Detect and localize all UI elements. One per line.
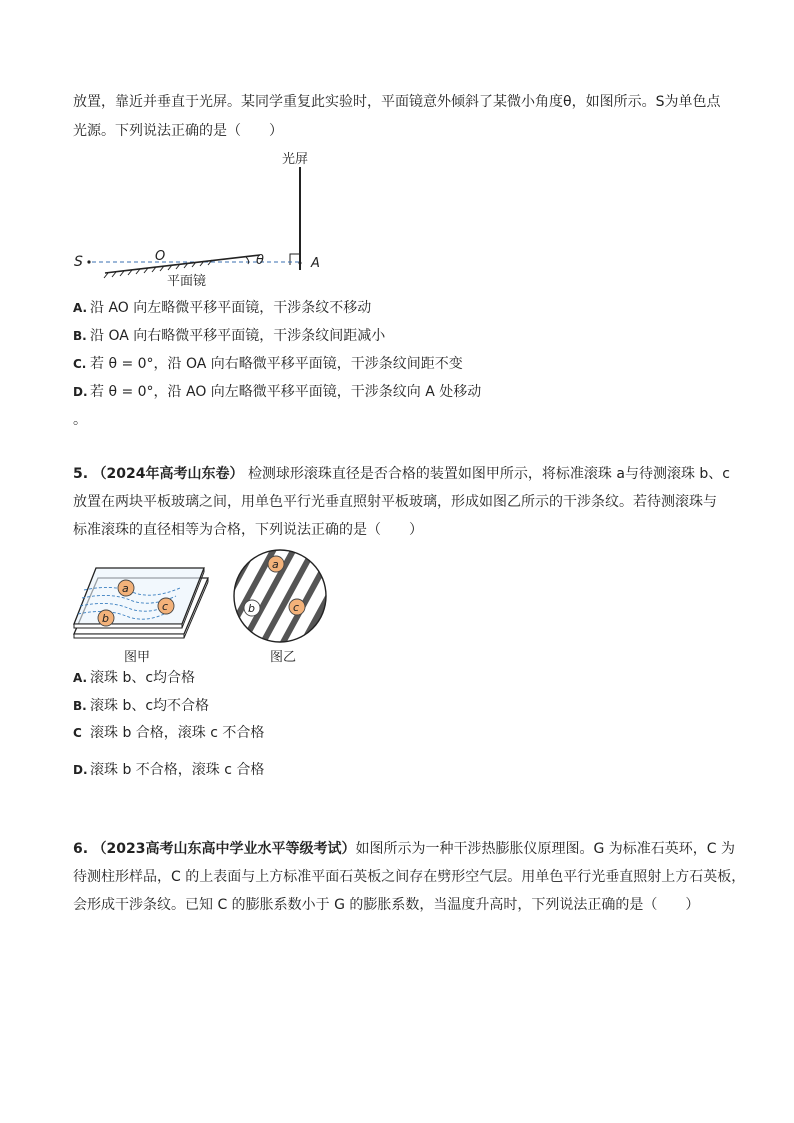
q4-stem-line-2: 光源。下列说法正确的是（ ） — [73, 123, 283, 139]
q5-option-b[interactable] — [73, 696, 209, 716]
q4-option-c[interactable] — [73, 354, 463, 374]
point-a-dot — [299, 262, 302, 265]
option-text: 滚珠 b、c均不合格 — [90, 698, 210, 714]
option-text: 沿 OA 向右略微平移平面镜，干涉条纹间距减小 — [90, 328, 386, 344]
source-dot — [87, 260, 90, 263]
source-label: S — [74, 254, 83, 270]
option-letter: C. — [73, 357, 87, 371]
q6-stem-line-1 — [73, 839, 735, 859]
interference-stripes — [230, 548, 340, 648]
ball-c-label: c — [293, 601, 300, 614]
q5-option-d[interactable] — [73, 760, 264, 780]
q5-stem-line-3: 标准滚珠的直径相等为合格，下列说法正确的是（ ） — [73, 522, 423, 538]
q5-source: （2024年高考山东卷） — [92, 466, 244, 482]
angle-label: θ — [256, 253, 264, 268]
tilted-mirror — [105, 255, 260, 273]
q6-number: 6. — [73, 841, 89, 857]
figure-yi-caption: 图乙 — [270, 650, 297, 665]
q6-stem-line-2: 待测柱形样品，C 的上表面与上方标准平面石英板之间存在劈形空气层。用单色平行光垂直照射上方石英板， — [73, 869, 746, 885]
option-letter: B. — [73, 699, 87, 713]
option-text: 沿 AO 向左略微平移平面镜，干涉条纹不移动 — [90, 300, 372, 316]
ball-b-label: b — [248, 602, 255, 615]
option-letter: C — [73, 726, 82, 740]
figure-yi — [230, 548, 340, 666]
option-letter: A. — [73, 671, 88, 685]
option-text: 滚珠 b、c均合格 — [90, 670, 196, 686]
q5-stem-line-2: 放置在两块平板玻璃之间，用单色平行光垂直照射平板玻璃，形成如图乙所示的干涉条纹。若待测滚珠与 — [73, 494, 717, 510]
option-letter: D. — [73, 763, 88, 777]
q6-stem-line-3: 会形成干涉条纹。已知 C 的膨胀系数小于 G 的膨胀系数，当温度升高时，下列说法正确的是（ ） — [73, 897, 700, 913]
figure-jia-caption: 图甲 — [124, 650, 151, 665]
q5-option-a[interactable] — [73, 668, 195, 688]
option-text: 若 θ = 0°，沿 AO 向左略微平移平面镜，干涉条纹向 A 处移动 — [90, 384, 482, 400]
q5-option-c[interactable] — [73, 723, 264, 743]
angle-arc — [246, 257, 249, 264]
option-text: 若 θ = 0°，沿 OA 向右略微平移平面镜，干涉条纹间距不变 — [90, 356, 463, 372]
q5-stem-text: 检测球形滚珠直径是否合格的装置如图甲所示，将标准滚珠 a与待测滚珠 b、c — [247, 466, 730, 482]
q6-source: （2023高考山东高中学业水平等级考试） — [92, 841, 356, 857]
option-letter: A. — [73, 301, 88, 315]
screen-label: 光屏 — [282, 152, 309, 167]
ball-a-label: a — [272, 558, 279, 571]
option-text: 滚珠 b 合格，滚珠 c 不合格 — [90, 725, 265, 741]
ball-a-label: a — [122, 582, 129, 595]
q4-option-b[interactable] — [73, 326, 385, 346]
q4-option-d[interactable] — [73, 382, 481, 402]
q4-trailing-mark: 。 — [73, 412, 87, 428]
mirror-label: 平面镜 — [167, 274, 207, 289]
q4-option-a[interactable] — [73, 298, 371, 318]
point-o-label: O — [155, 249, 166, 264]
q5-number: 5. — [73, 466, 89, 482]
upper-plate-edge — [74, 624, 182, 628]
figure-jia — [72, 558, 212, 666]
option-text: 滚珠 b 不合格，滚珠 c 合格 — [90, 762, 265, 778]
ball-b-label: b — [102, 612, 109, 625]
q4-stem-line-1: 放置，靠近并垂直于光屏。某同学重复此实验时，平面镜意外倾斜了某微小角度θ，如图所示。S为单色点 — [73, 94, 721, 110]
ball-c-label: c — [162, 600, 169, 613]
right-angle-mark — [290, 254, 300, 265]
option-letter: D. — [73, 385, 88, 399]
option-letter: B. — [73, 329, 87, 343]
lower-plate-edge — [74, 634, 184, 638]
q4-mirror-figure — [70, 145, 330, 290]
q5-stem-line-1 — [73, 464, 730, 484]
point-a-label: A — [311, 256, 320, 271]
q6-stem-text: 如图所示为一种干涉热膨胀仪原理图。G 为标准石英环，C 为 — [355, 841, 736, 857]
